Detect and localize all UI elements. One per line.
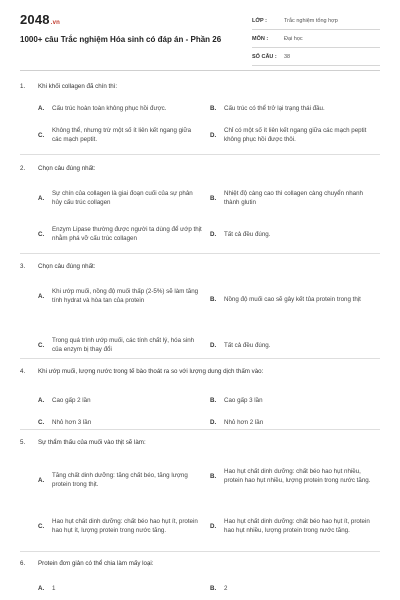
option-text: Chỉ có một số ít liên kết ngang giữa các mạch peptit không phục hồi được thôi. — [224, 127, 367, 143]
option-a[interactable] — [38, 471, 202, 489]
option-letter: B. — [210, 397, 217, 404]
option-text: Nhiệt độ càng cao thì collagen càng chuyển nhanh thành glutin — [224, 190, 363, 206]
option-d[interactable] — [210, 418, 374, 427]
option-letter: C. — [38, 131, 45, 139]
option-d[interactable] — [210, 230, 374, 239]
question-text: Chọn câu đúng nhất: — [38, 263, 96, 270]
option-b[interactable] — [210, 584, 374, 593]
question-separator — [20, 154, 380, 155]
meta-label: SỐ CÂU : — [252, 53, 277, 60]
option-letter: B. — [210, 472, 217, 480]
option-letter: C. — [38, 230, 45, 238]
option-d[interactable] — [210, 517, 374, 535]
option-letter: B. — [210, 194, 217, 202]
meta-label: LỚP : — [252, 17, 267, 24]
question-separator — [20, 551, 380, 552]
option-text: Trong quá trình ướp muối, các tính chất lý, hóa sinh của enzym bị thay đổi — [52, 337, 195, 353]
option-a[interactable] — [38, 584, 202, 593]
question-number: 3. — [20, 263, 26, 270]
option-letter: C. — [38, 419, 45, 426]
option-d[interactable] — [210, 126, 374, 144]
option-c[interactable] — [38, 418, 202, 427]
option-text: Tăng chất dinh dưỡng: tăng chất béo, tăng lượng protein trong thịt. — [52, 472, 188, 488]
option-text: Hao hụt chất dinh dưỡng: chất béo hao hụt ít, protein hao hụt ít, lượng protein trong nước tăng. — [52, 518, 198, 534]
option-text: Nồng độ muối cao sẽ gây kết tủa protein trong thịt — [224, 296, 361, 303]
option-letter: A. — [38, 105, 45, 112]
logo-suffix: .vn — [50, 20, 61, 26]
logo-text: 2048 — [20, 12, 50, 27]
meta-row-count — [252, 48, 380, 66]
option-text: 2 — [224, 585, 228, 592]
option-letter: D. — [210, 419, 217, 426]
question-2 — [20, 164, 380, 242]
question-3 — [20, 262, 380, 353]
option-text: Sự chín của collagen là giai đoạn cuối của sự phân hủy cấu trúc collagen — [52, 190, 193, 206]
option-text: Hao hụt chất dinh dưỡng: chất béo hao hụt nhiều, protein hao hụt nhiều, lượng protein trong nước tăng. — [224, 468, 371, 484]
option-text: Cấu trúc hoàn toàn không phục hồi được. — [52, 105, 167, 112]
question-separator — [20, 358, 380, 359]
meta-table — [252, 12, 380, 66]
option-letter: A. — [38, 397, 45, 404]
option-a[interactable] — [38, 104, 202, 113]
option-letter: D. — [210, 522, 217, 530]
option-c[interactable] — [38, 517, 202, 535]
option-text: Không thể, nhưng trừ một số ít liên kết ngang giữa các mạch peptit. — [52, 127, 192, 143]
question-number: 4. — [20, 368, 26, 375]
header — [0, 0, 400, 72]
option-text: Cấu trúc có thể trở lại trạng thái đầu. — [224, 105, 325, 112]
site-logo[interactable] — [20, 12, 60, 27]
meta-row-class — [252, 12, 380, 30]
option-c[interactable] — [38, 225, 202, 243]
option-letter: C. — [38, 522, 45, 530]
question-1 — [20, 82, 380, 143]
option-text: Tất cả đều đúng. — [224, 342, 271, 349]
option-text: 1 — [52, 585, 56, 592]
option-b[interactable] — [210, 467, 374, 485]
question-4 — [20, 367, 380, 426]
header-divider — [20, 70, 380, 71]
option-text: Cao gấp 2 lần — [52, 397, 91, 404]
option-text: Khi ướp muối, nồng độ muối thấp (2-5%) sẽ làm tăng tính hydrat và hòa tan của protein — [52, 288, 199, 304]
option-letter: A. — [38, 292, 45, 300]
meta-value: Đại học — [284, 35, 303, 42]
question-text: Chọn câu đúng nhất: — [38, 165, 96, 172]
option-a[interactable] — [38, 287, 202, 305]
question-separator — [20, 253, 380, 254]
option-letter: A. — [38, 194, 45, 202]
option-letter: C. — [38, 341, 45, 349]
question-number: 5. — [20, 439, 26, 446]
option-text: Nhỏ hơn 3 lần — [52, 419, 92, 426]
question-text: Sự thẩm thấu của muối vào thịt sẽ làm: — [38, 439, 146, 446]
option-text: Enzym Lipase thường được người ta dùng để ướp thịt nhằm phá vỡ cấu trúc collagen — [52, 226, 202, 242]
question-number: 2. — [20, 165, 26, 172]
option-text: Hao hụt chất dinh dưỡng: chất béo hao hụt ít, protein hao hụt nhiều, lượng protein trong nước tăng. — [224, 518, 370, 534]
option-letter: D. — [210, 342, 217, 349]
option-c[interactable] — [38, 336, 202, 354]
option-text: Nhỏ hơn 2 lần — [224, 419, 264, 426]
option-letter: B. — [210, 105, 217, 112]
option-b[interactable] — [210, 396, 374, 405]
question-5 — [20, 438, 380, 534]
option-letter: A. — [38, 585, 45, 592]
option-letter: B. — [210, 296, 217, 303]
meta-row-subject — [252, 30, 380, 48]
option-c[interactable] — [38, 126, 202, 144]
question-number: 1. — [20, 83, 26, 90]
option-letter: A. — [38, 476, 45, 484]
option-a[interactable] — [38, 189, 202, 207]
question-text: Khi khối collagen đã chín thì: — [38, 83, 118, 90]
option-letter: D. — [210, 131, 217, 139]
option-d[interactable] — [210, 341, 374, 350]
option-b[interactable] — [210, 104, 374, 113]
option-letter: D. — [210, 231, 217, 238]
option-b[interactable] — [210, 295, 374, 304]
question-6 — [20, 559, 380, 592]
option-b[interactable] — [210, 189, 374, 207]
option-text: Tất cả đều đúng. — [224, 231, 271, 238]
question-separator — [20, 429, 380, 430]
question-number: 6. — [20, 560, 26, 567]
question-text: Protein đơn giản có thể chia làm mấy loại: — [38, 560, 154, 567]
document-title: 1000+ câu Trắc nghiệm Hóa sinh có đáp án - Phần 26 — [20, 35, 222, 44]
meta-label: MÔN : — [252, 35, 269, 42]
option-letter: B. — [210, 585, 217, 592]
meta-value: 38 — [284, 53, 291, 60]
option-a[interactable] — [38, 396, 202, 405]
meta-value: Trắc nghiệm tổng hợp — [284, 17, 338, 24]
option-text: Cao gấp 3 lần — [224, 397, 263, 404]
question-text: Khi ướp muối, lượng nước trong tế bào thoát ra so với lượng dung dịch thấm vào: — [38, 368, 264, 375]
